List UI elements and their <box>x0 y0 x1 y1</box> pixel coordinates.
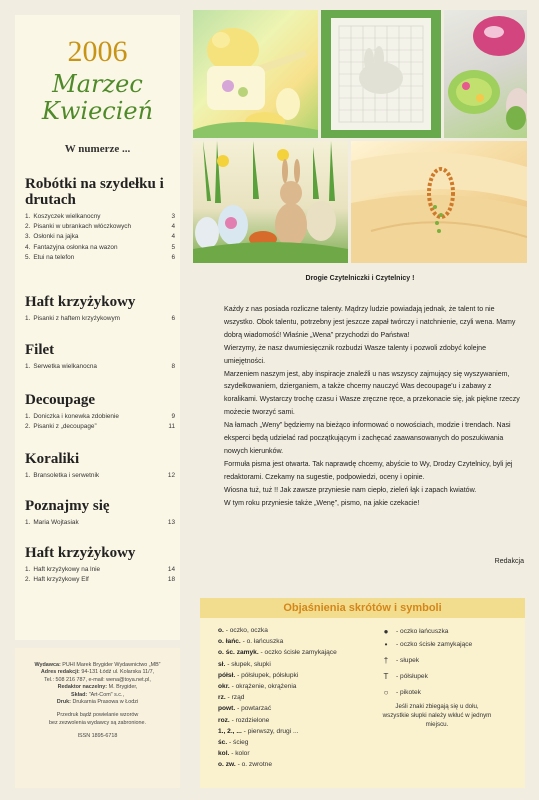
letter-paragraph: Formuła pisma jest otwarta. Tak naprawdę chcemy, abyście to Wy, Drodzy Czytelnicy, byli jej redaktorami. Czekamy na sugestie, podpowiedzi, oceny i opinie. <box>224 460 513 481</box>
toc-item[interactable]: 1. Serwetka wielkanocna 8 <box>25 363 175 370</box>
picot-icon: ○ <box>383 688 389 697</box>
letter-title: Drogie Czytelniczki i Czytelnicy ! <box>305 275 415 282</box>
toc-item[interactable]: 5. Etui na telefon 6 <box>25 253 175 261</box>
symbol-row: ● - oczko łańcuszka <box>375 625 520 638</box>
toc-section-decoupage <box>25 392 175 432</box>
letter-signature: Redakcja <box>494 558 524 565</box>
toc-item[interactable]: 1. Doniczka i konewka zdobienie 9 <box>25 413 175 420</box>
abbreviation-row: 1., 2., ... - pierwszy, drugi ... <box>218 727 299 735</box>
toc-section-meet <box>25 498 175 528</box>
letter-paragraph: W tym roku przyniesie także „Wenę”, pismo, na jakie czekacie! <box>224 499 420 507</box>
photo-watering-can <box>193 10 318 138</box>
toc-item[interactable]: 1. Koszyczek wielkanocny 3 <box>25 213 175 220</box>
issue-months <box>15 71 180 125</box>
photo-knitted-eggs <box>444 10 527 138</box>
abbreviation-row: półsł. - półsłupek, półsłupki <box>218 671 299 679</box>
toc-heading: W numerze ... <box>64 143 131 155</box>
crossed-stem-icon: † <box>383 656 389 665</box>
issn: ISSN 1895-6718 <box>77 733 118 740</box>
letter-paragraph: Każdy z nas posiada rozliczne talenty. Mądrzy ludzie powiadają jednak, że talent to nie wszystko. Obok talentu, potrzebny jest jeszcze zapał twórczy i natchnienie, czyli wena. Mamy dobrą wiadomość! Właśnie „Wena” przychodzi do Państwa! <box>224 306 516 339</box>
toc-item[interactable]: 3. Osłonki na jajka 4 <box>25 233 175 241</box>
letter-paragraph: Wiosna tuż, tuż !! Jak zawsze przyniesie nam ciepło, zieleń łąk i zapach kwiatów. <box>224 486 477 494</box>
toc-item[interactable]: 2. Pisanki w ubrankach włóczkowych 4 <box>25 223 175 231</box>
toc-item[interactable]: 1. Maria Wojtasiak 13 <box>25 519 175 526</box>
legend-title: Objaśnienia skrótów i symboli <box>200 598 525 618</box>
toc-section-cross-stitch <box>25 294 175 324</box>
abbreviation-row: rz. - rząd <box>218 694 245 702</box>
issue-month-april: Kwiecień <box>41 97 154 125</box>
toc-section-cross-stitch-2 <box>25 545 175 585</box>
symbol-row: † - słupek <box>375 654 520 667</box>
abbreviation-row: o. śc. zamyk. - oczko ścisłe zamykające <box>218 649 337 657</box>
toc-item[interactable]: 1. Haft krzyżykowy na lnie 14 <box>25 566 175 573</box>
letter-paragraph: Marzeniem naszym jest, aby inspiracje znaleźli u nas wszyscy zajmujący się wyszywaniem, szydełkowaniem, dzierganiem, a także chcemy nauczyć Was decoupage'u i zabawy z koralikami. Wystarczy trochę czasu i Wasze zręczne ręce, a przekonacie się, jak piękne rzeczy możecie tworzyć sami. <box>224 370 520 417</box>
photo-napkin-ring <box>351 141 527 263</box>
symbol-list <box>375 625 520 699</box>
letter-paragraph: Wierzymy, że nasz dwumiesięcznik rozbudzi Wasze talenty i pozwoli zdobyć kolejne umiejętności. <box>224 344 487 365</box>
toc-item[interactable]: 2. Haft krzyżykowy Elf 18 <box>25 576 175 584</box>
editorial-letter <box>224 304 524 565</box>
abbreviation-row: o. - oczko, oczka <box>218 627 268 634</box>
symbol-row: ○ - pikotek <box>375 686 520 699</box>
publisher-info: Wydawca: PUHl Marek Brygider Wydawnictwo „MB” Adres redakcji: 94-131 Łódź ul. Kolarska 11/7, Tel.: 508 216 787, e-mail: wena@toya.net.pl, Redaktor naczelny: M. Brygider, Skład: "Art-Com" s.c., Druk: Drukarnia Prasowa w Łodzi Przedruk bądź powielanie wzorów bez zezwolenia wydawcy są zabronione. ISSN 1895-6718 <box>15 648 180 788</box>
t-stem-icon: T <box>383 672 389 681</box>
section-title: Haft krzyżykowy <box>25 294 136 310</box>
abbreviation-row: roz. - rozdzielone <box>218 716 270 724</box>
abbreviation-row: okr. - okrążenie, okrążenia <box>218 683 297 691</box>
symbol-note: Jeśli znaki zbiegają się u dołu, wszystkie słupki należy wkłuć w jednym miejscu. <box>382 703 492 728</box>
abbreviation-row: śc. - ścieg <box>218 739 249 747</box>
abbreviation-row: kol. - kolor <box>218 750 250 758</box>
abbreviation-row: o. zw. - o. zwrotne <box>218 761 273 769</box>
toc-item[interactable]: 4. Fantazyjna osłonka na wazon 5 <box>25 243 175 251</box>
toc-section-filet <box>25 342 175 372</box>
abbreviation-row: powt. - powtarzać <box>218 705 272 713</box>
toc-section-crochet <box>25 176 175 263</box>
toc-section-beads <box>25 451 175 481</box>
section-title: Koraliki <box>25 451 80 467</box>
photo-filet-doily <box>321 10 441 138</box>
section-title: Decoupage <box>25 392 95 408</box>
issue-year: 2006 <box>67 35 128 68</box>
toc-item[interactable]: 2. Pisanki z „decoupage” 11 <box>25 423 175 431</box>
symbol-row: T - półsłupek <box>375 670 520 683</box>
section-title: Filet <box>25 342 55 358</box>
symbol-row: • - oczko ścisłe zamykające <box>375 638 520 651</box>
small-dot-icon: • <box>384 640 388 649</box>
abbreviation-row: sł. - słupek, słupki <box>218 660 271 668</box>
section-title: Haft krzyżykowy <box>25 545 136 561</box>
abbreviation-list <box>218 625 378 771</box>
issue-month-march: Marzec <box>52 70 143 98</box>
toc-item[interactable]: 1. Pisanki z haftem krzyżykowym 6 <box>25 315 175 322</box>
toc-item[interactable]: 1. Bransoletka i serwetnik 12 <box>25 472 175 479</box>
section-title: Robótki na szydełku i drutach <box>25 176 164 208</box>
filled-oval-icon: ● <box>383 627 389 636</box>
section-title: Poznajmy się <box>25 498 110 514</box>
table-of-contents-panel <box>15 15 180 640</box>
letter-paragraph: Na łamach „Weny” będziemy na bieżąco informować o nowościach, modzie i trendach. Nasi eksperci będą udzielać rad początkującym i zachęcać zaawansowanych do poszukiwania nowych kierunków. <box>224 422 511 455</box>
copyright-notice: Przedruk bądź powielanie wzorów <box>56 712 139 719</box>
abbreviations-legend <box>200 598 525 788</box>
photo-easter-bunny <box>193 141 348 263</box>
abbreviation-row: o. łańc. - o. łańcuszka <box>218 638 284 646</box>
